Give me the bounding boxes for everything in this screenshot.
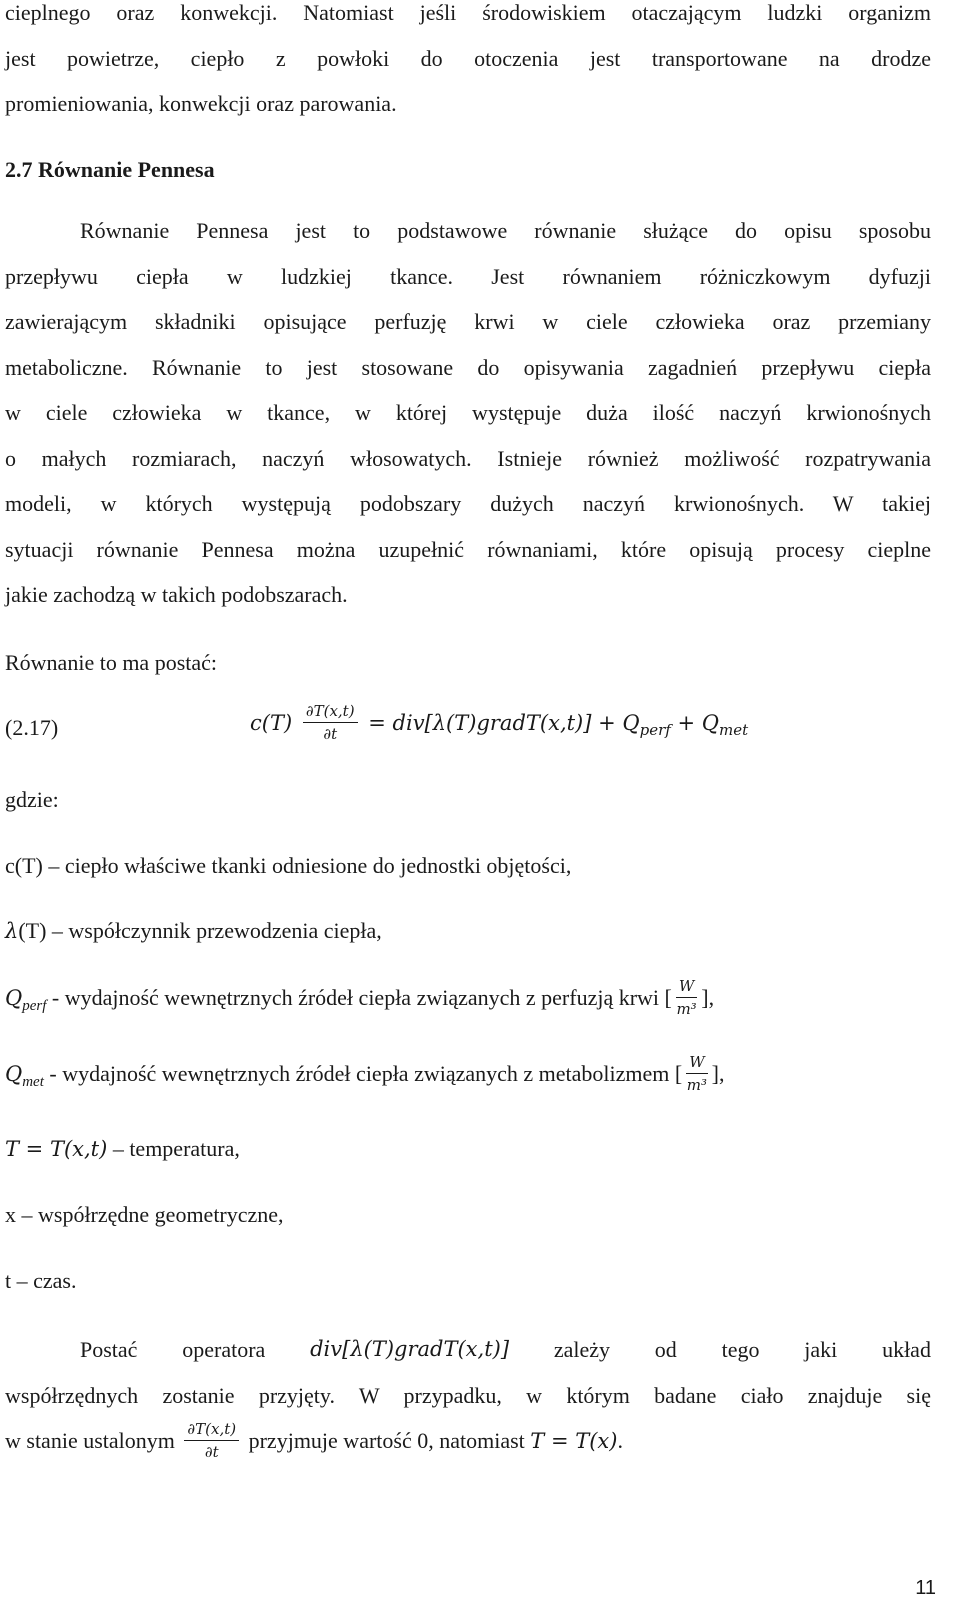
definition-qperf: $Q_{perf}$ - wydajność wewnętrznych źródeł ciepła związanych z perfuzją krwi [ $\frac{W}{\text{m³}}$ ],: [5, 976, 715, 1018]
definition-qmet: $Q_{met}$ - wydajność wewnętrznych źródeł ciepła związanych z metabolizmem [ $\frac{W}{\text{m³}}$ ],: [5, 1053, 725, 1095]
text-line: w ciele człowieka w tkance, w której występuje duża ilość naczyń krwionośnych: [5, 400, 931, 425]
unit-fraction: $\frac{W}{\text{m³}}$: [686, 1053, 708, 1095]
text-line: jest powietrze, ciepło z powłoki do otoczenia jest transportowane na drodze: [5, 45, 931, 71]
section-heading: [5, 147, 931, 193]
text-line: zawierającym składniki opisujące perfuzję krwi w ciele człowieka oraz przemiany: [5, 309, 931, 334]
closing-paragraph: [5, 1327, 931, 1465]
text-line: przepływu ciepła w ludzkiej tkance. Jest równaniem różniczkowym dyfuzji: [5, 263, 931, 289]
text-line: promieniowania, konwekcji oraz parowania.: [5, 91, 397, 116]
text-line: modeli, w których występują podobszary dużych naczyń krwionośnych. W takiej: [5, 491, 931, 516]
text-line: cieplnego oraz konwekcji. Natomiast jeśli środowiskiem otaczającym ludzki organizm: [5, 0, 931, 25]
text-line: jakie zachodzą w takich podobszarach.: [5, 582, 348, 607]
definition-lambda: λ(T) – współczynnik przewodzenia ciepła,: [5, 918, 382, 943]
text-line: Równanie Pennesa jest to podstawowe równanie służące do opisu sposobu: [80, 218, 931, 243]
document-page: [5, 0, 931, 1465]
definition-c: c(T) – ciepło właściwe tkanki odniesione do jednostki objętości,: [5, 852, 572, 878]
intro-paragraph: [5, 0, 931, 127]
text-line: Postać operatora div[λ(T)gradT(x,t)] zależy od tego jaki układ: [80, 1337, 931, 1362]
text-line: metaboliczne. Równanie to jest stosowane do opisywania zagadnień przepływu ciepła: [5, 354, 931, 380]
where-label: gdzie:: [5, 787, 59, 812]
partial-derivative-fraction: $\frac{\partial T(x,t)}{\partial t}$: [184, 1420, 239, 1461]
section-title: Równanie Pennesa: [38, 156, 215, 182]
definition-t: t – czas.: [5, 1267, 77, 1293]
equation-number: (2.17): [5, 715, 59, 740]
definition-temperature: T = T(x,t) – temperatura,: [5, 1135, 240, 1161]
text-line: o małych rozmiarach, naczyń włosowatych. Istnieje również możliwość rozpatrywania: [5, 445, 931, 471]
text-line: współrzędnych zostanie przyjęty. W przypadku, w którym badane ciało znajduje się: [5, 1382, 931, 1408]
main-paragraph: [5, 208, 931, 618]
unit-fraction: $\frac{W}{\text{m³}}$: [676, 976, 697, 1018]
equation-formula: c(T) $\frac{\partial T(x,t)}{\partial t}$ = div[λ(T)gradT(x,t)] + $Q_{perf} + Q_{met}$: [250, 702, 749, 743]
definitions-list: [5, 843, 931, 1304]
definition-x: x – współrzędne geometryczne,: [5, 1202, 284, 1227]
page-number: 11: [915, 1577, 936, 1599]
text-line: sytuacji równanie Pennesa można uzupełnić równaniami, które opisują procesy cieplne: [5, 536, 931, 562]
partial-derivative-fraction: $\frac{\partial T(x,t)}{\partial t}$: [303, 702, 358, 743]
section-number: 2.7: [5, 156, 33, 182]
text-line: w stanie ustalonym $\frac{\partial T(x,t)}{\partial t}$ przyjmuje wartość 0, natomiast T = T(x).: [5, 1420, 623, 1462]
equation-intro: Równanie to ma postać:: [5, 649, 218, 675]
equation-block: [5, 697, 931, 757]
